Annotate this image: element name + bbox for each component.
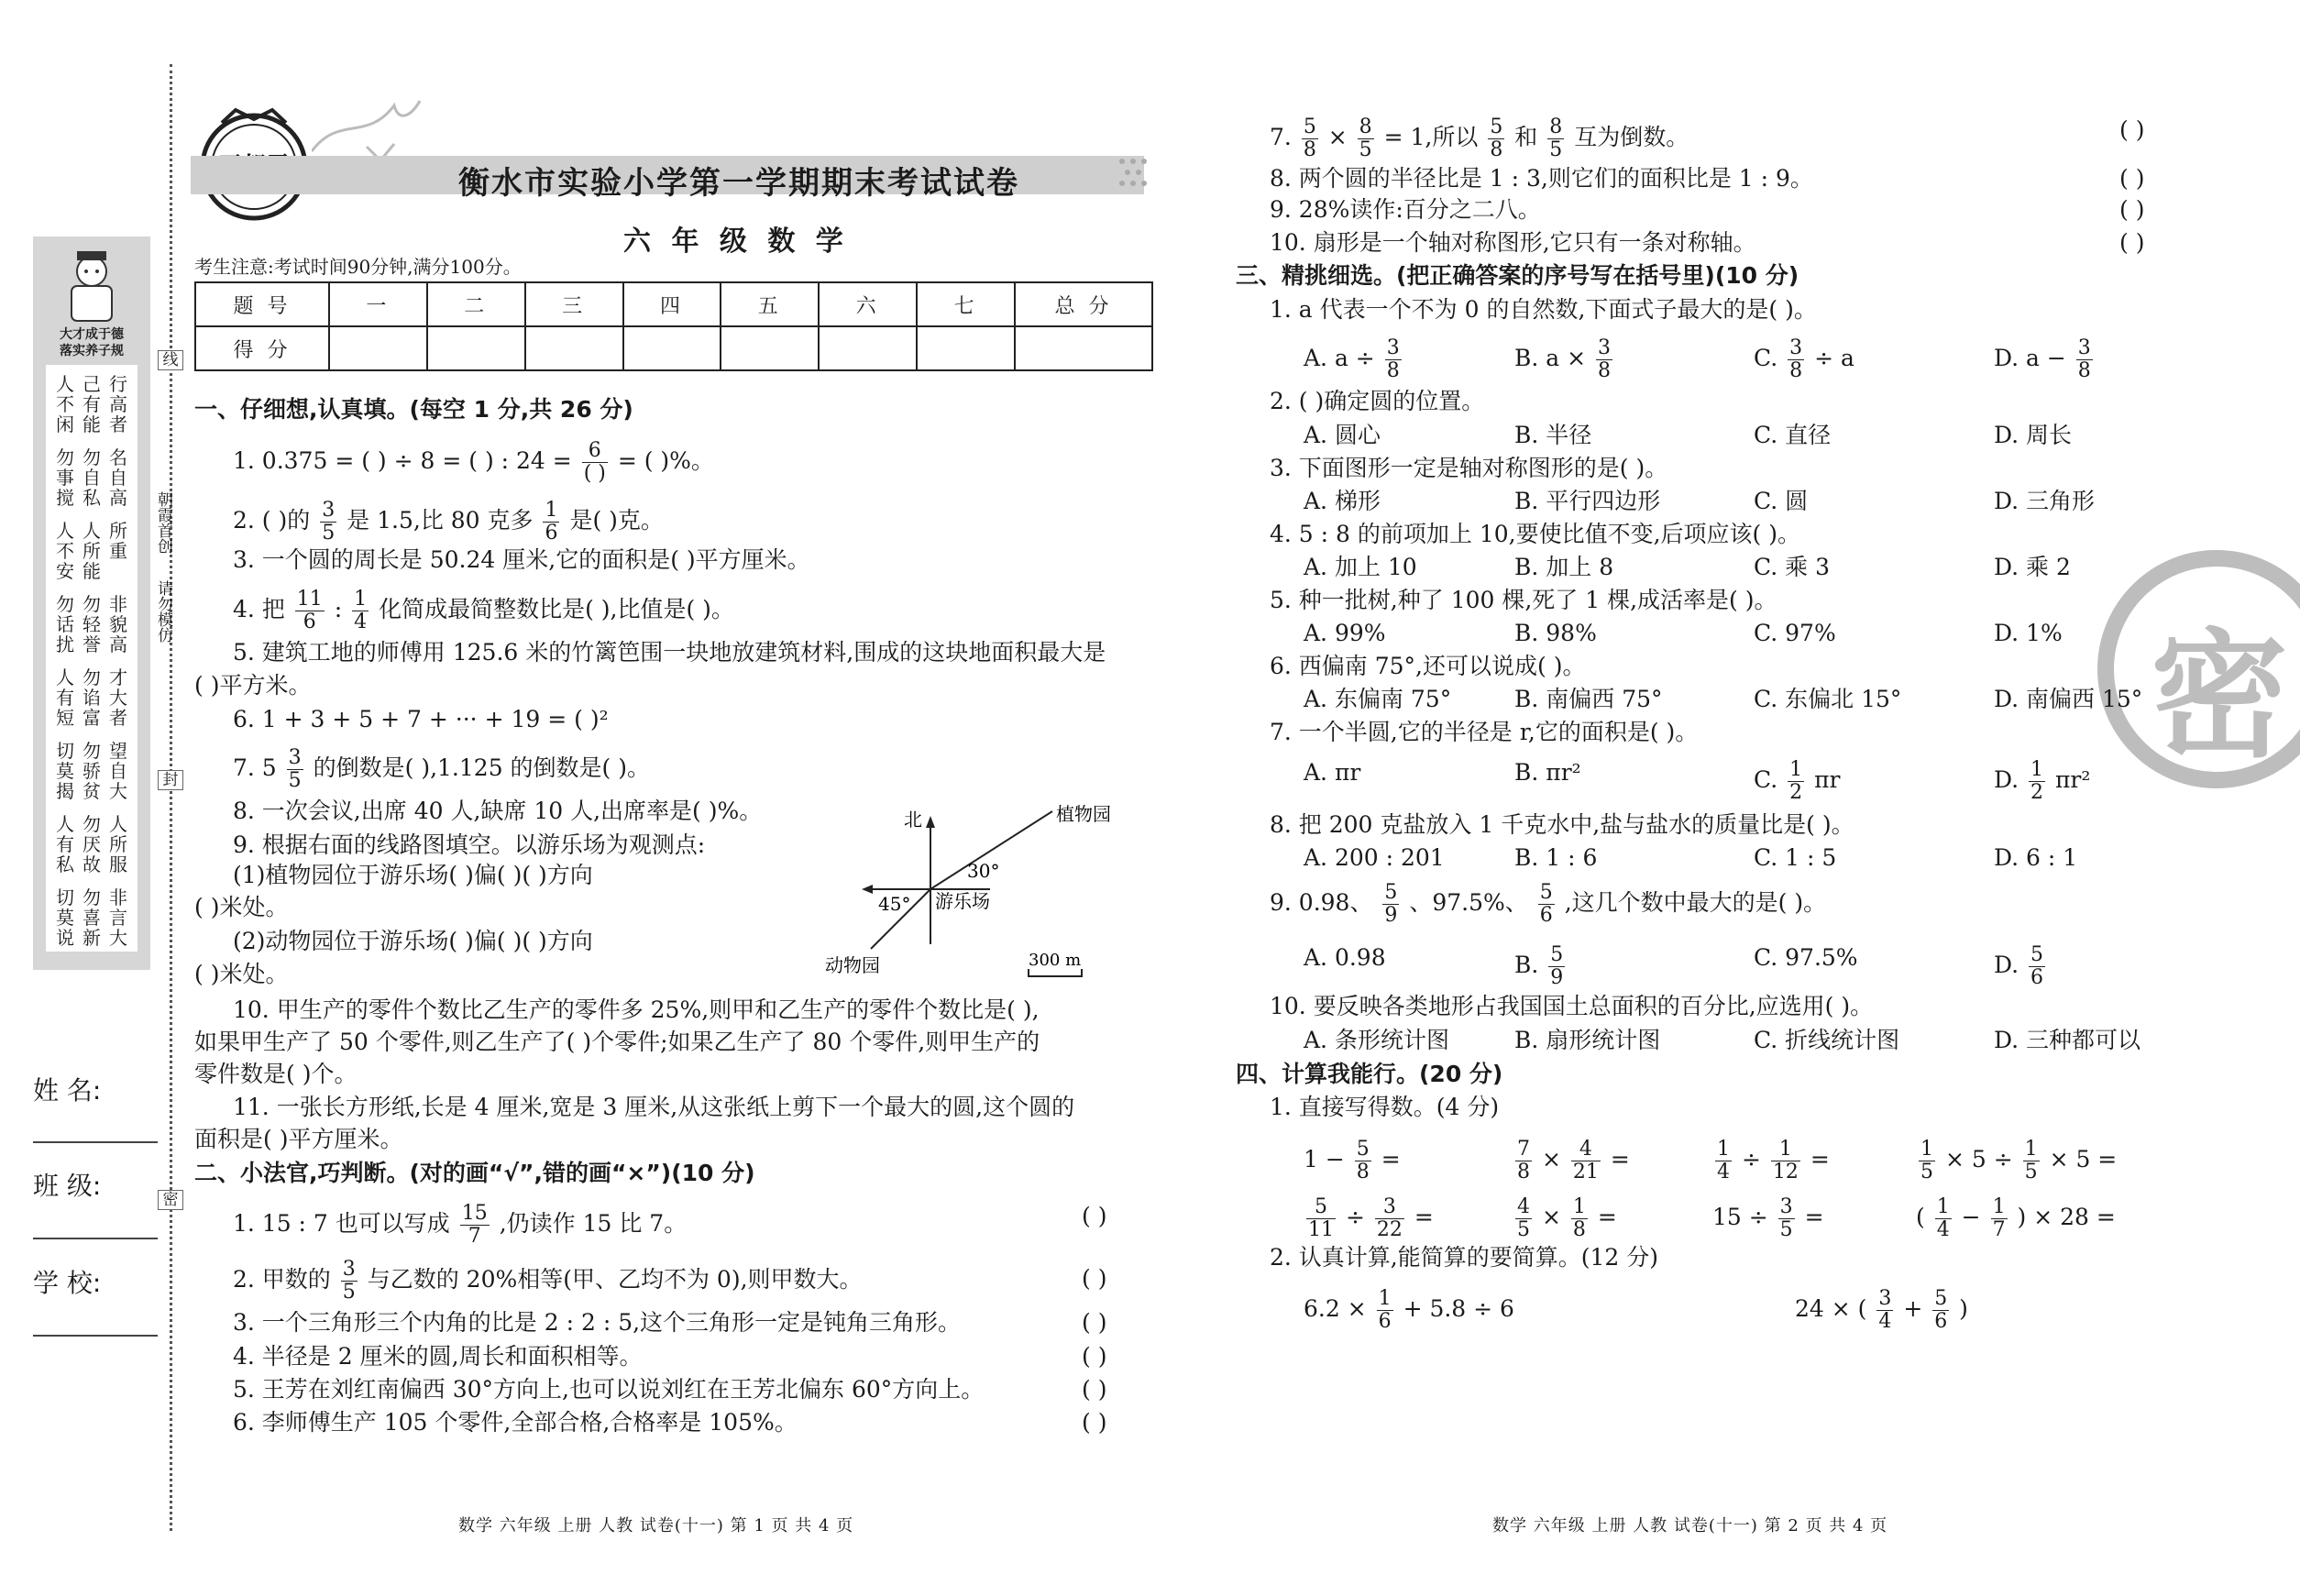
s2-q6: 6. 李师傅生产 105 个零件,全部合格,合格率是 105%。 (233, 1409, 798, 1436)
score-header-cell: 三 (525, 282, 623, 326)
option[interactable]: B. 半径 (1514, 422, 1592, 448)
option[interactable]: C. 97% (1754, 620, 1836, 646)
motto-column: 所重 (109, 520, 127, 562)
fraction: $\frac{5}{6}$ (1539, 881, 1553, 927)
answer-paren[interactable]: ( ) (2119, 116, 2145, 143)
s3-q6: 6. 西偏南 75°,还可以说成( )。 (1270, 653, 1586, 679)
section-1-title: 一、仔细想,认真填。(每空 1 分,共 26 分) (194, 396, 633, 423)
motto-columns (46, 365, 138, 952)
motto-column: 人有私 (56, 813, 74, 875)
option[interactable]: C. 97.5% (1754, 944, 1858, 971)
motto-column: 名自高 (109, 446, 127, 509)
class-label: 班 级: (33, 1171, 102, 1201)
score-header-cell: 五 (721, 282, 819, 326)
map-angle-45: 45° (878, 893, 911, 915)
s3-q4: 4. 5 : 8 的前项加上 10,要使比值不变,后项应该( )。 (1270, 521, 1800, 547)
option[interactable]: A. 99% (1304, 620, 1386, 646)
s2-q5: 5. 王芳在刘红南偏西 30°方向上,也可以说刘红在王芳北偏东 60°方向上。 (233, 1376, 985, 1403)
motto-column: 人所能 (83, 520, 101, 582)
cut-label-secret: 密 (158, 1190, 183, 1210)
map-scale-bar (1029, 969, 1082, 976)
option[interactable]: B. 加上 8 (1514, 554, 1614, 580)
secret-seal-watermark (2097, 550, 2300, 788)
motto-column: 勿自私 (83, 446, 101, 509)
mascot-motto-2: 落实养子规 (60, 344, 124, 358)
s3-q5: 5. 种一批树,种了 100 棵,死了 1 棵,成活率是( )。 (1270, 587, 1777, 613)
s4-sub1: 1. 直接写得数。(4 分) (1270, 1094, 1500, 1120)
footer-page-2: 数学 六年级 上册 人教 试卷(十一) 第 2 页 共 4 页 (1492, 1516, 1888, 1535)
name-field[interactable] (33, 1141, 158, 1143)
option[interactable]: D. 6 : 1 (1994, 844, 2078, 871)
option[interactable]: A. 条形统计图 (1304, 1027, 1449, 1053)
motto-column: 非貌高 (109, 593, 127, 655)
calc-4: $\frac{1}{5}$ × 5 ÷ $\frac{1}{5}$ × 5 = (1920, 1138, 2118, 1183)
s1-q11-line2: 面积是( )平方厘米。 (194, 1126, 403, 1152)
score-header-cell: 四 (623, 282, 721, 326)
score-header-cell: 七 (917, 282, 1015, 326)
motto-column: 人所服 (109, 813, 127, 875)
s1-q8: 8. 一次会议,出席 40 人,缺席 10 人,出席率是( )%。 (233, 798, 763, 824)
score-value-row (195, 326, 1152, 370)
option[interactable]: B. a × $\frac{3}{8}$ (1514, 336, 1612, 382)
option[interactable]: C. 直径 (1754, 422, 1832, 448)
s2-q4: 4. 半径是 2 厘米的圆,周长和面积相等。 (233, 1343, 643, 1370)
s1-q6: 6. 1 + 3 + 5 + 7 + ··· + 19 = ( )² (233, 706, 609, 732)
map-north-label: 北 (904, 809, 922, 831)
fraction: $\frac{3}{5}$ (322, 499, 336, 545)
answer-paren[interactable]: ( ) (2119, 165, 2145, 192)
score-cell[interactable] (819, 326, 917, 370)
map-zoo-label: 动物园 (825, 954, 880, 976)
s1-q9-1b: ( )米处。 (194, 894, 289, 920)
s2-q1: 1. 15 : 7 也可以写成 $\frac{15}{7}$ ,仍读作 15 比 7。 (233, 1202, 688, 1248)
s1-q3: 3. 一个圆的周长是 50.24 厘米,它的面积是( )平方厘米。 (233, 546, 810, 573)
option[interactable]: A. 东偏南 75° (1304, 686, 1452, 712)
score-header-cell: 一 (329, 282, 427, 326)
option[interactable]: D. $\frac{5}{6}$ (1994, 943, 2044, 989)
calc-8: ( $\frac{1}{4}$ − $\frac{1}{7}$ ) × 28 = (1916, 1195, 2116, 1241)
option[interactable]: C. 折线统计图 (1754, 1027, 1900, 1053)
s1-q1-text: 1. 0.375 = ( ) ÷ 8 = ( ) : 24 = (233, 447, 572, 474)
s1-q1 (233, 440, 714, 485)
scholar-mascot-icon (59, 244, 125, 325)
option[interactable]: A. 加上 10 (1304, 554, 1417, 580)
west-arrow-icon (862, 885, 873, 894)
fraction: $\frac{1}{4}$ (354, 588, 368, 633)
fraction: $\frac{6}{( )}$ (583, 439, 606, 485)
motto-column: 勿谄富 (83, 666, 101, 729)
s1-q10-line1: 10. 甲生产的零件个数比乙生产的零件多 25%,则甲和乙生产的零件个数比是( ), (233, 996, 1040, 1023)
answer-paren[interactable]: ( ) (1082, 1265, 1107, 1292)
name-label: 姓 名: (33, 1075, 102, 1106)
s3-q1: 1. a 代表一个不为 0 的自然数,下面式子最大的是( )。 (1270, 296, 1817, 323)
ribbon-decoration-icon (312, 96, 422, 160)
score-cell[interactable] (917, 326, 1015, 370)
s4-sub2: 2. 认真计算,能简算的要简算。(12 分) (1270, 1244, 1659, 1271)
option[interactable]: A. a ÷ $\frac{3}{8}$ (1304, 336, 1400, 382)
cut-label-line: 线 (158, 350, 183, 370)
motto-column: 勿话扰 (56, 593, 74, 655)
answer-paren[interactable]: ( ) (1082, 1309, 1107, 1336)
score-header-cell: 二 (427, 282, 525, 326)
fraction: $\frac{8}{5}$ (1549, 116, 1563, 161)
answer-paren[interactable]: ( ) (2119, 229, 2145, 256)
score-cell[interactable] (721, 326, 819, 370)
motto-column: 切莫说 (56, 886, 74, 949)
section-2-title: 二、小法官,巧判断。(对的画“√”,错的画“×”)(10 分) (194, 1160, 755, 1186)
s1-q2: 2. ( )的 $\frac{3}{5}$ 是 1.5,比 80 克多 $\frac{1}{6}$ 是( )克。 (233, 499, 664, 545)
s3-q8: 8. 把 200 克盐放入 1 千克水中,盐与盐水的质量比是( )。 (1270, 811, 1854, 838)
option[interactable]: D. 三种都可以 (1994, 1027, 2141, 1053)
motto-column: 勿轻誉 (83, 593, 101, 655)
score-header-cell: 六 (819, 282, 917, 326)
fraction: $\frac{1}{6}$ (545, 499, 558, 545)
s1-q5-line2: ( )平方米。 (194, 672, 312, 699)
option[interactable]: A. πr (1304, 759, 1361, 786)
s1-q4: 4. 把 $\frac{11}{6}$ : $\frac{1}{4}$ 化简成最简整数比是( ),比值是( )。 (233, 588, 734, 633)
s1-q9: 9. 根据右面的线路图填空。以游乐场为观测点: (233, 831, 706, 858)
score-table (194, 281, 1153, 371)
vertical-note-1: 朝霞首创 (154, 491, 172, 554)
cut-label-seal: 封 (158, 770, 183, 790)
school-label: 学 校: (33, 1268, 102, 1298)
option[interactable]: A. 圆心 (1304, 422, 1381, 448)
score-cell[interactable] (427, 326, 525, 370)
north-arrow-icon (926, 816, 935, 828)
option[interactable]: C. 1 : 5 (1754, 844, 1837, 871)
option[interactable]: A. 梯形 (1304, 488, 1381, 514)
option[interactable]: B. πr² (1514, 759, 1581, 786)
motto-column: 人不闲 (56, 373, 74, 435)
calc-3: $\frac{1}{4}$ ÷ $\frac{1}{12}$ = (1717, 1138, 1830, 1183)
option[interactable]: D. 1% (1994, 620, 2063, 646)
map-scale-label: 300 m (1029, 951, 1082, 970)
footer-page-1: 数学 六年级 上册 人教 试卷(十一) 第 1 页 共 4 页 (458, 1516, 854, 1535)
score-cell[interactable] (623, 326, 721, 370)
motto-column: 行高者 (109, 373, 127, 435)
s1-q9-1a: (1)植物园位于游乐场( )偏( )( )方向 (233, 862, 593, 888)
motto-column: 人有短 (56, 666, 74, 729)
calc-1: 1 − $\frac{5}{8}$ = (1304, 1138, 1401, 1183)
s1-q10-line3: 零件数是( )个。 (194, 1061, 358, 1087)
score-header-cell: 题 号 (195, 282, 329, 326)
option[interactable]: D. 三角形 (1994, 488, 2096, 514)
motto-column: 勿喜新 (83, 886, 101, 949)
answer-paren[interactable]: ( ) (1082, 1343, 1107, 1370)
fraction: $\frac{5}{8}$ (1490, 116, 1503, 161)
s1-q7: 7. 5 $\frac{3}{5}$ 的倒数是( ),1.125 的倒数是( )。 (233, 746, 650, 792)
side-motto-board (33, 237, 150, 970)
s2-q10: 10. 扇形是一个轴对称图形,它只有一条对称轴。 (1270, 229, 1756, 256)
expr-2: 24 × ( $\frac{3}{4}$ + $\frac{5}{6}$ ) (1795, 1287, 1968, 1333)
fraction: $\frac{8}{5}$ (1359, 116, 1372, 161)
motto-column: 望自大 (109, 740, 127, 802)
s1-q5-line1: 5. 建筑工地的师傅用 125.6 米的竹篱笆围一块地放建筑材料,围成的这块地面积最大是 (233, 639, 1106, 666)
banner-dots-icon (1117, 156, 1153, 194)
option[interactable]: D. 乘 2 (1994, 554, 2071, 580)
s1-q1-text-b: = ( )%。 (617, 447, 714, 474)
s3-q7: 7. 一个半圆,它的半径是 r,它的面积是( )。 (1270, 719, 1699, 745)
score-cell[interactable] (329, 326, 427, 370)
map-angle-30: 30° (967, 860, 1000, 882)
score-header-row (195, 282, 1152, 326)
fraction: $\frac{5}{8}$ (1303, 116, 1316, 161)
calc-6: $\frac{4}{5}$ × $\frac{1}{8}$ = (1517, 1195, 1617, 1241)
s3-q2: 2. ( )确定圆的位置。 (1270, 388, 1485, 414)
expr-1: 6.2 × $\frac{1}{6}$ + 5.8 ÷ 6 (1304, 1287, 1514, 1333)
motto-column: 人不安 (56, 520, 74, 582)
score-label-cell: 得 分 (195, 326, 329, 370)
motto-column: 非言大 (109, 886, 127, 949)
exam-notice: 考生注意:考试时间90分钟,满分100分。 (194, 256, 522, 278)
option[interactable]: A. 200 : 201 (1304, 844, 1445, 871)
motto-column: 切莫揭 (56, 740, 74, 802)
s1-q10-line2: 如果甲生产了 50 个零件,则乙生产了( )个零件;如果乙生产了 80 个零件,则甲生产的 (194, 1029, 1040, 1055)
option[interactable]: D. $\frac{1}{2}$ πr² (1994, 758, 2091, 804)
motto-column: 勿骄贫 (83, 740, 101, 802)
answer-paren[interactable]: ( ) (1082, 1203, 1107, 1229)
school-field[interactable] (33, 1335, 158, 1337)
s2-q7: 7. $\frac{5}{8}$ × $\frac{8}{5}$ = 1,所以 $\frac{5}{8}$ 和 $\frac{8}{5}$ 互为倒数。 (1270, 116, 1689, 161)
score-cell[interactable] (1015, 326, 1152, 370)
option[interactable]: D. a − $\frac{3}{8}$ (1994, 336, 2091, 382)
seal-char: 密 (2151, 617, 2289, 776)
s1-q9-2a: (2)动物园位于游乐场( )偏( )( )方向 (233, 928, 593, 954)
option[interactable]: C. $\frac{1}{2}$ πr (1754, 758, 1841, 804)
s1-q11-line1: 11. 一张长方形纸,长是 4 厘米,宽是 3 厘米,从这张纸上剪下一个最大的圆,这个圆的 (233, 1094, 1075, 1120)
fraction: $\frac{5}{9}$ (1384, 881, 1398, 927)
s2-q3: 3. 一个三角形三个内角的比是 2 : 2 : 5,这个三角形一定是钝角三角形。 (233, 1309, 962, 1336)
map-plant-label: 植物园 (1056, 803, 1111, 825)
option[interactable]: C. 圆 (1754, 488, 1809, 514)
fraction: $\frac{3}{5}$ (288, 746, 302, 792)
calc-2: $\frac{7}{8}$ × $\frac{4}{21}$ = (1517, 1138, 1630, 1183)
route-map (807, 802, 1155, 985)
fraction: $\frac{15}{7}$ (461, 1202, 488, 1248)
fraction: $\frac{3}{5}$ (342, 1258, 356, 1304)
s3-q3: 3. 下面图形一定是轴对称图形的是( )。 (1270, 455, 1668, 481)
option[interactable]: D. 周长 (1994, 422, 2073, 448)
option[interactable]: B. 1 : 6 (1514, 844, 1598, 871)
page-subtitle: 六 年 级 数 学 (623, 226, 849, 258)
option[interactable]: C. $\frac{3}{8}$ ÷ a (1754, 336, 1854, 382)
calc-5: $\frac{5}{11}$ ÷ $\frac{3}{22}$ = (1308, 1195, 1434, 1241)
option[interactable]: B. 扇形统计图 (1514, 1027, 1661, 1053)
s3-q10: 10. 要反映各类地形占我国国土总面积的百分比,应选用( )。 (1270, 993, 1874, 1019)
mascot-motto-1: 大才成于德 (60, 327, 124, 342)
cut-line (170, 64, 172, 1531)
answer-paren[interactable]: ( ) (1082, 1376, 1107, 1403)
motto-column: 勿事搅 (56, 446, 74, 509)
option[interactable]: B. 平行四边形 (1514, 488, 1661, 514)
motto-column: 己有能 (83, 373, 101, 435)
s2-q9: 9. 28%读作:百分之二八。 (1270, 196, 1541, 223)
s2-q8: 8. 两个圆的半径比是 1 : 3,则它们的面积比是 1 : 9。 (1270, 165, 1813, 192)
page-title: 衡水市实验小学第一学期期末考试试卷 (458, 165, 1019, 202)
score-cell[interactable] (525, 326, 623, 370)
section-4-title: 四、计算我能行。(20 分) (1236, 1061, 1503, 1087)
map-park-label: 游乐场 (935, 890, 990, 912)
fraction: $\frac{11}{6}$ (296, 588, 323, 633)
s1-q9-2b: ( )米处。 (194, 961, 289, 987)
class-field[interactable] (33, 1238, 158, 1239)
option[interactable]: A. 0.98 (1304, 944, 1386, 971)
s3-q9: 9. 0.98、 $\frac{5}{9}$ 、97.5%、 $\frac{5}{6}$ ,这几个数中最大的是( )。 (1270, 881, 1827, 927)
s2-q2: 2. 甲数的 $\frac{3}{5}$ 与乙数的 20%相等(甲、乙均不为 0),则甲数大。 (233, 1258, 863, 1304)
motto-column: 勿厌故 (83, 813, 101, 875)
answer-paren[interactable]: ( ) (1082, 1409, 1107, 1436)
option[interactable]: B. 98% (1514, 620, 1597, 646)
vertical-note-2: 请勿模仿 (154, 580, 172, 643)
option[interactable]: D. 南偏西 15° (1994, 686, 2143, 712)
option[interactable]: C. 乘 3 (1754, 554, 1830, 580)
motto-column: 才大者 (109, 666, 127, 729)
option[interactable]: B. $\frac{5}{9}$ (1514, 943, 1564, 989)
option[interactable]: C. 东偏北 15° (1754, 686, 1902, 712)
calc-7: 15 ÷ $\frac{3}{5}$ = (1712, 1195, 1824, 1241)
score-header-cell: 总 分 (1015, 282, 1152, 326)
section-3-title: 三、精挑细选。(把正确答案的序号写在括号里)(10 分) (1236, 262, 1799, 289)
option[interactable]: B. 南偏西 75° (1514, 686, 1663, 712)
answer-paren[interactable]: ( ) (2119, 196, 2145, 223)
